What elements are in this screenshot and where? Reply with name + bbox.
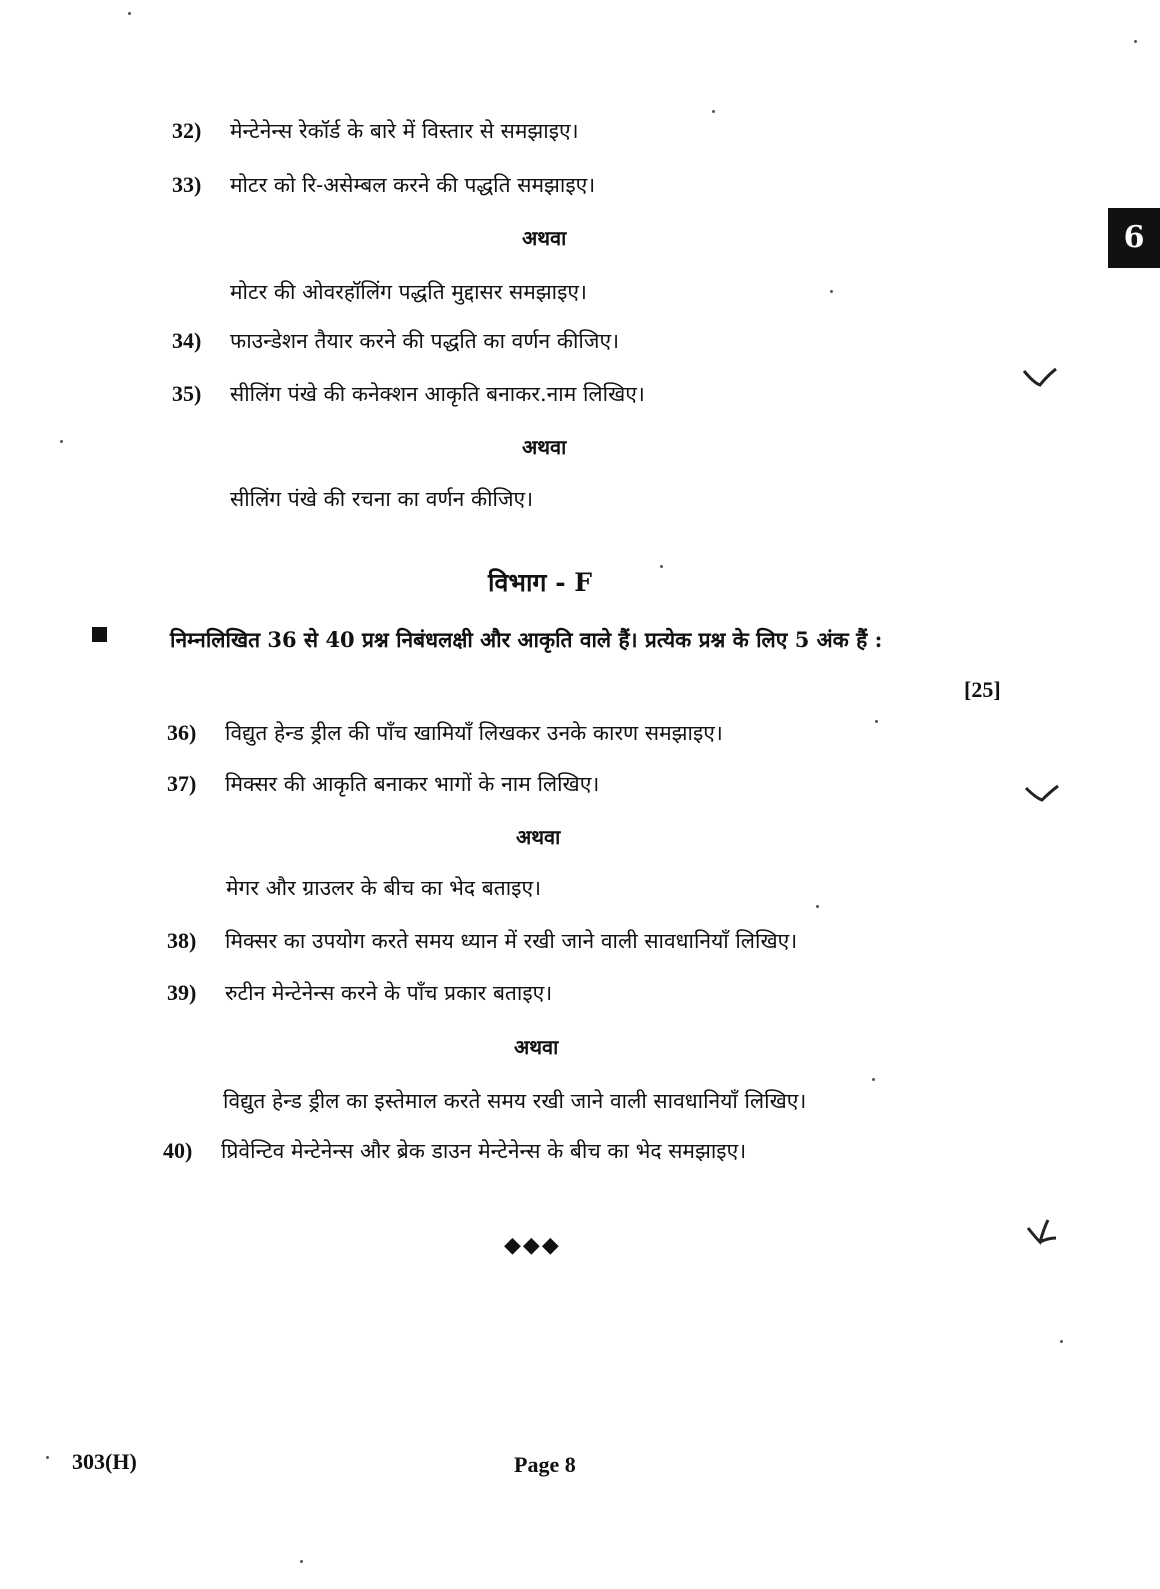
question-32 [172,117,579,145]
athva-label: अथवा [522,226,567,250]
question-number: 37) [167,771,197,796]
question-37 [167,770,599,798]
athva-label: अथवा [522,435,567,459]
side-tab: 6 [1108,208,1160,268]
section-title: विभाग - F [488,568,593,597]
section-instruction: निम्नलिखित 36 से 40 प्रश्न निबंधलक्षी और आकृति वाले हैं। प्रत्येक प्रश्न के लिए 5 अंक हैं : [170,627,883,652]
alternate-question-35: सीलिंग पंखे की रचना का वर्णन कीजिए। [230,487,534,511]
end-of-paper-mark: ◆◆◆ [504,1233,561,1258]
question-text: फाउन्डेशन तैयार करने की पद्धति का वर्णन कीजिए। [230,329,620,353]
alternate-question-39: विद्युत हेन्ड ड्रील का इस्तेमाल करते समय रखी जाने वाली सावधानियाँ लिखिए। [223,1089,807,1113]
scan-speck [875,720,878,723]
scan-speck [128,12,131,15]
question-number: 38) [167,928,197,953]
question-text: प्रिवेन्टिव मेन्टेनेन्स और ब्रेक डाउन मेन्टेनेन्स के बीच का भेद समझाइए। [221,1139,747,1163]
question-number: 39) [167,980,197,1005]
question-39 [167,979,552,1007]
question-number: 33) [172,172,202,197]
tick-mark-icon [1022,1218,1062,1248]
question-text: मेन्टेनेन्स रेकॉर्ड के बारे में विस्तार से समझाइए। [230,119,579,143]
scan-speck [830,290,833,293]
scan-speck [816,905,819,908]
question-38 [167,927,797,955]
section-marks: [25] [964,677,1001,702]
question-text: मोटर को रि-असेम्बल करने की पद्धति समझाइए। [230,173,596,197]
scan-speck [1060,1340,1063,1343]
question-text: रुटीन मेन्टेनेन्स करने के पाँच प्रकार बताइए। [225,981,553,1005]
scan-speck [60,440,63,443]
question-35 [172,380,645,408]
scan-speck [712,110,715,113]
question-text: विद्युत हेन्ड ड्रील की पाँच खामियाँ लिखकर उनके कारण समझाइए। [225,721,723,745]
paper-code: 303(H) [72,1449,137,1474]
athva-label: अथवा [514,1035,559,1059]
scan-speck [300,1560,303,1563]
question-40 [163,1137,746,1165]
tick-mark-icon [1022,780,1062,806]
tick-mark-icon [1020,365,1060,391]
scan-speck [660,565,663,568]
question-33 [172,171,595,199]
question-text: मिक्सर की आकृति बनाकर भागों के नाम लिखिए। [225,772,600,796]
question-number: 36) [167,720,197,745]
question-36 [167,719,723,747]
athva-label: अथवा [516,825,561,849]
scan-speck [1134,40,1137,43]
question-number: 35) [172,381,202,406]
alternate-question-37: मेगर और ग्राउलर के बीच का भेद बताइए। [226,876,542,900]
question-number: 34) [172,328,202,353]
question-number: 32) [172,118,202,143]
page-number: Page 8 [514,1452,576,1477]
question-text: सीलिंग पंखे की कनेक्शन आकृति बनाकर.नाम लिखिए। [230,382,645,406]
question-number: 40) [163,1138,193,1163]
alternate-question-33: मोटर की ओवरहॉलिंग पद्धति मुद्दासर समझाइए। [230,280,587,304]
scan-speck [46,1456,49,1459]
scan-speck [872,1078,875,1081]
question-34 [172,327,619,355]
bullet-square [92,627,107,642]
question-text: मिक्सर का उपयोग करते समय ध्यान में रखी जाने वाली सावधानियाँ लिखिए। [225,929,798,953]
